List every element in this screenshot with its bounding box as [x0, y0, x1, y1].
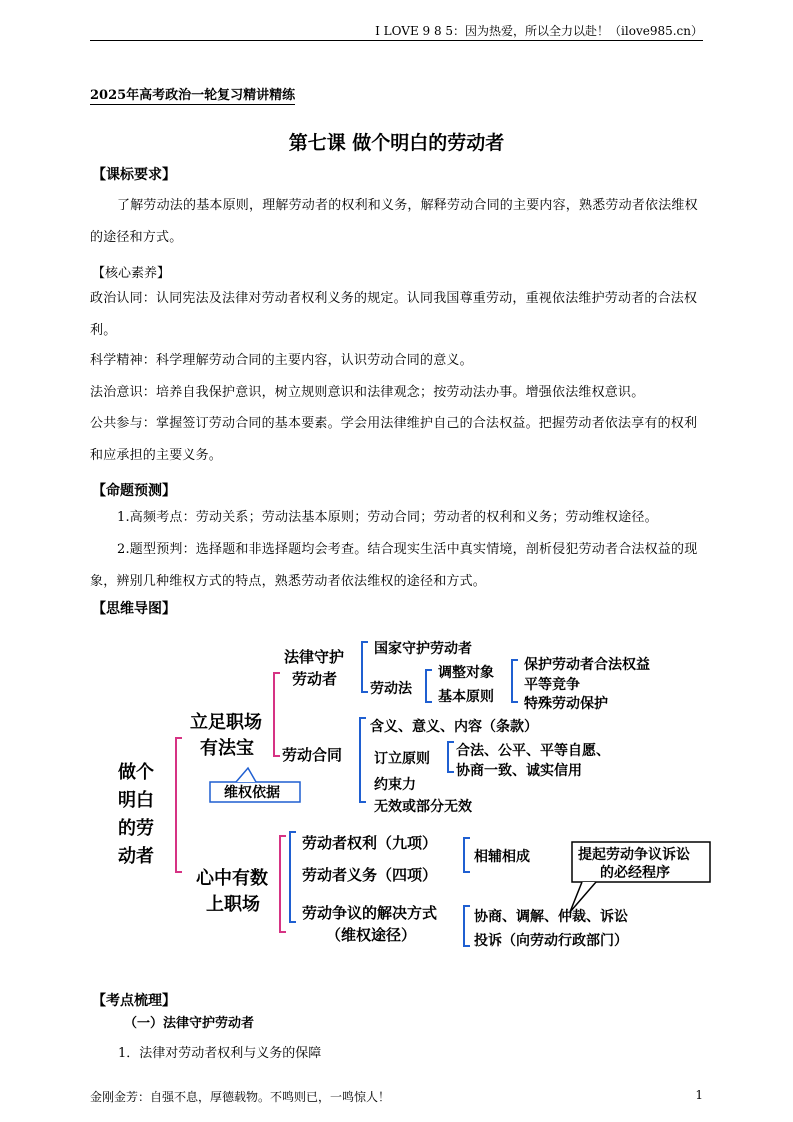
callout1-pointer [236, 768, 256, 782]
mm-worker-duties: 劳动者义务（四项） [302, 866, 438, 884]
mm-state-protect: 国家守护劳动者 [374, 641, 472, 657]
mm-binding-force: 约束力 [374, 777, 416, 793]
mm-methods-1: 协商、调解、仲裁、诉讼 [474, 909, 628, 925]
section-heading-mindmap: 【思维导图】 [92, 601, 176, 617]
mm-principle-1: 保护劳动者合法权益 [524, 657, 650, 673]
mm-dispute-resolution: 劳动争议的解决方式 [302, 904, 438, 922]
section-heading-curriculum: 【课标要求】 [92, 167, 176, 183]
mm-contract: 劳动合同 [282, 746, 343, 764]
mm-complementary: 相辅相成 [474, 849, 530, 865]
section-heading-literacy: 【核心素养】 [92, 266, 171, 281]
literacy-item-law: 法治意识：培养自我保护意识，树立规则意识和法律观念；按劳动法办事。增强依法维权意识。 [90, 385, 645, 400]
mm-root-line-3: 的劳 [118, 818, 154, 839]
mm-root-line-1: 做个 [118, 762, 154, 783]
mm-invalid: 无效或部分无效 [374, 799, 472, 815]
page-header: I LOVE 9 8 5：因为热爱，所以全力以赴！（ilove985.cn） [375, 24, 703, 38]
mm-law-line-2: 劳动者 [292, 670, 338, 688]
literacy-item-science: 科学精神：科学理解劳动合同的主要内容，认识劳动合同的意义。 [90, 353, 473, 368]
mm-basic-principles: 基本原则 [438, 689, 494, 705]
prediction-item-2: 2.题型预判：选择题和非选择题均会考查。结合现实生活中真实情境，剖析侵犯劳动者合法权益的现象，辨别几种维权方式的特点，熟悉劳动者依法维权的途径和方式。 [90, 542, 698, 589]
page-footer: 金刚金芳：自强不息，厚德载物。不鸣则已，一鸣惊人！ [90, 1090, 391, 1104]
literacy-item-political: 政治认同：认同宪法及法律对劳动者权利义务的规定。认同我国尊重劳动，重视依法维护劳动者的合法权利。 [90, 291, 698, 338]
header-divider [90, 40, 703, 41]
mm-rights-channel: （维权途径） [326, 926, 417, 944]
mm-callout-rights-basis: 维权依据 [224, 785, 280, 801]
mm-sign-principle: 订立原则 [374, 751, 430, 767]
mm-callout2-line-1: 提起劳动争议诉讼 [578, 847, 690, 863]
mm-callout2-line-2: 的必经程序 [600, 865, 670, 881]
mm-worker-rights: 劳动者权利（九项） [302, 834, 438, 852]
mind-map [96, 620, 722, 968]
mm-adjust-object: 调整对象 [438, 665, 494, 681]
document-title: 2025年高考政治一轮复习精讲精练 [90, 88, 296, 103]
literacy-item-participation: 公共参与：掌握签订劳动合同的基本要素。学会用法律维护自己的合法权益。把握劳动者依法享有的权利和应承担的主要义务。 [90, 416, 698, 463]
page-number: 1 [695, 1088, 703, 1102]
mm-branch2-line-2: 上职场 [206, 894, 260, 915]
mm-branch1-line-1: 立足职场 [190, 712, 262, 733]
mm-sign-principles-2: 协商一致、诚实信用 [456, 763, 582, 779]
points-subheading: （一）法律守护劳动者 [124, 1016, 255, 1031]
mm-labor-law: 劳动法 [370, 681, 412, 697]
mm-sign-principles-1: 合法、公平、平等自愿、 [456, 743, 610, 759]
mm-contract-meaning: 含义、意义、内容（条款） [370, 719, 538, 735]
mm-methods-2: 投诉（向劳动行政部门） [474, 933, 628, 949]
mm-principle-2: 平等竞争 [524, 677, 580, 693]
mm-branch1-line-2: 有法宝 [200, 738, 254, 759]
mm-law-line-1: 法律守护 [284, 648, 345, 666]
lesson-title: 第七课 做个明白的劳动者 [288, 132, 505, 154]
mm-principle-3: 特殊劳动保护 [524, 696, 608, 712]
points-item-1: 1．法律对劳动者权利与义务的保障 [118, 1046, 322, 1061]
mm-root-line-4: 动者 [118, 846, 154, 867]
mm-branch2-line-1: 心中有数 [196, 868, 268, 889]
prediction-item-1: 1.高频考点：劳动关系；劳动法基本原则；劳动合同；劳动者的权利和义务；劳动维权途径。 [117, 510, 658, 525]
section-heading-prediction: 【命题预测】 [92, 483, 176, 499]
curriculum-text: 了解劳动法的基本原则，理解劳动者的权利和义务，解释劳动合同的主要内容，熟悉劳动者依法维权的途径和方式。 [90, 198, 698, 245]
section-heading-points: 【考点梳理】 [92, 993, 176, 1009]
mm-root-line-2: 明白 [118, 790, 154, 811]
